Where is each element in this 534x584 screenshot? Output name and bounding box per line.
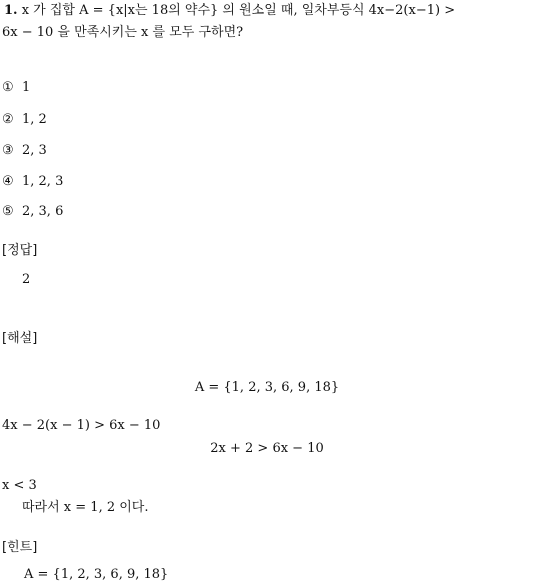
option-3-number: ③ [2,143,14,158]
option-5-text: 2, 3, 6 [22,204,64,219]
option-5 [2,204,63,220]
question-line-2: 6x − 10 을 만족시키는 x 를 모두 구하면? [2,25,244,40]
hint-set-equation: A = {1, 2, 3, 6, 9, 18} [24,567,169,582]
solution-set-equation: A = {1, 2, 3, 6, 9, 18} [194,380,340,395]
solution-result: x < 3 [2,478,37,493]
answer-label: [정답] [2,243,38,258]
question-text-1: x 가 집합 A = {x|x는 18의 약수} 의 원소일 때, 일차부등식 4x−2(x−1) > [21,3,456,18]
option-1-number: ① [2,80,14,95]
option-2-number: ② [2,112,14,127]
solution-conclusion: 따라서 x = 1, 2 이다. [22,500,149,515]
solution-inequality-1: 4x − 2(x − 1) > 6x − 10 [2,418,161,433]
question-line-1 [4,3,455,19]
option-1 [2,80,30,96]
option-4-text: 1, 2, 3 [22,174,64,189]
option-2-text: 1, 2 [22,112,47,127]
option-2 [2,112,47,128]
hint-label: [힌트] [2,540,38,555]
option-3-text: 2, 3 [22,143,47,158]
option-4 [2,174,63,190]
option-4-number: ④ [2,174,14,189]
answer-value: 2 [22,272,31,287]
option-1-text: 1 [22,80,31,95]
solution-label: [해설] [2,331,38,346]
solution-inequality-2: 2x + 2 > 6x − 10 [210,441,324,456]
option-5-number: ⑤ [2,204,14,219]
question-number: 1. [4,3,18,18]
option-3 [2,143,47,159]
